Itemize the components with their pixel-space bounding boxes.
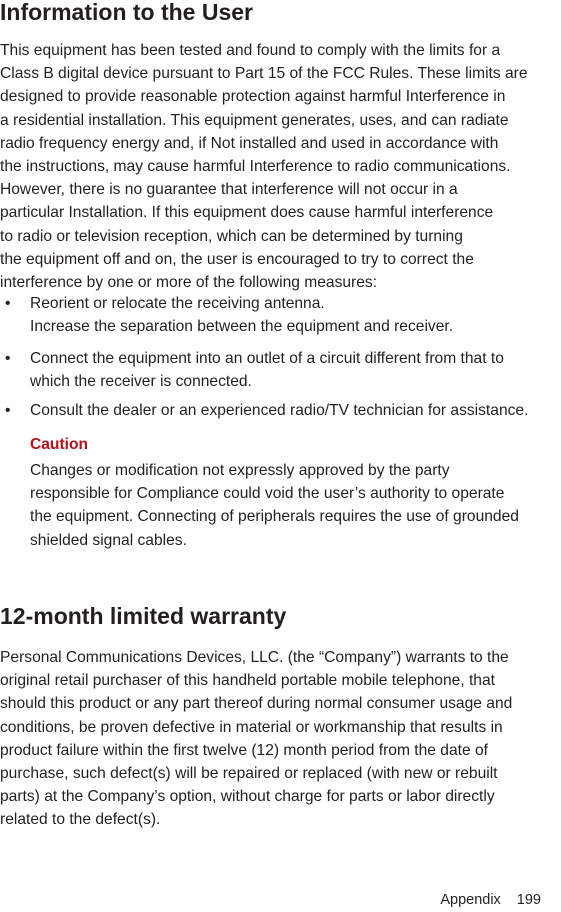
paragraph-line: the equipment off and on, the user is encouraged to try to correct the [0, 250, 474, 268]
bullet-icon: • [5, 350, 11, 367]
list-item-line: Increase the separation between the equipment and receiver. [30, 318, 454, 336]
paragraph-line: a residential installation. This equipment generates, uses, and can radiate [0, 111, 509, 129]
list-item-text [30, 292, 453, 339]
list-item-line: Consult the dealer or an experienced radio/TV technician for assistance. [30, 402, 529, 419]
paragraph-line: to radio or television reception, which can be determined by turning [0, 227, 463, 245]
list-item-text [30, 347, 504, 394]
paragraph-line: However, there is no guarantee that interference will not occur in a [0, 181, 458, 199]
heading-information-to-user: Information to the User [0, 0, 254, 25]
warranty-paragraph [0, 646, 561, 832]
bullet-icon: • [5, 402, 11, 419]
list-item-line: Connect the equipment into an outlet of a circuit different from that to [30, 350, 504, 367]
paragraph-line: the equipment. Connecting of peripherals requires the use of grounded [30, 508, 519, 526]
paragraph-line: Class B digital device pursuant to Part 15 of the FCC Rules. These limits are [0, 65, 528, 83]
paragraph-line: conditions, be proven defective in material or workmanship that results in [0, 718, 503, 736]
fcc-compliance-paragraph [0, 39, 561, 294]
paragraph-line: product failure within the first twelve (12) month period from the date of [0, 741, 488, 759]
paragraph-line: related to the defect(s). [0, 811, 161, 829]
list-item-line: Reorient or relocate the receiving antenna. [30, 295, 325, 312]
caution-paragraph [30, 459, 561, 552]
paragraph-line: responsible for Compliance could void the user’s authority to operate [30, 485, 505, 503]
paragraph-line: designed to provide reasonable protection against harmful Interference in [0, 88, 506, 106]
paragraph-line: original retail purchaser of this handheld portable mobile telephone, that [0, 672, 495, 690]
paragraph-line: radio frequency energy and, if Not installed and used in accordance with [0, 134, 499, 152]
caution-label: Caution [30, 436, 89, 453]
paragraph-line: Changes or modification not expressly approved by the party [30, 462, 450, 479]
list-item-line: which the receiver is connected. [30, 373, 252, 391]
bullet-icon: • [5, 295, 11, 312]
paragraph-line: parts) at the Company’s option, without charge for parts or labor directly [0, 788, 495, 806]
paragraph-line: shielded signal cables. [30, 531, 187, 549]
paragraph-line: Personal Communications Devices, LLC. (the “Company”) warrants to the [0, 649, 509, 666]
page-number: 199 [516, 892, 541, 908]
footer-section-label: Appendix [440, 892, 501, 908]
paragraph-line: This equipment has been tested and found to comply with the limits for a [0, 42, 501, 59]
paragraph-line: interference by one or more of the following measures: [0, 274, 378, 292]
paragraph-line: particular Installation. If this equipment does cause harmful interference [0, 204, 494, 222]
paragraph-line: should this product or any part thereof during normal consumer usage and [0, 695, 513, 713]
heading-limited-warranty: 12-month limited warranty [0, 603, 287, 629]
list-item-text [30, 399, 528, 422]
paragraph-line: the instructions, may cause harmful Interference to radio communications. [0, 158, 511, 176]
paragraph-line: purchase, such defect(s) will be repaired or replaced (with new or rebuilt [0, 765, 498, 783]
page-footer [440, 891, 541, 909]
